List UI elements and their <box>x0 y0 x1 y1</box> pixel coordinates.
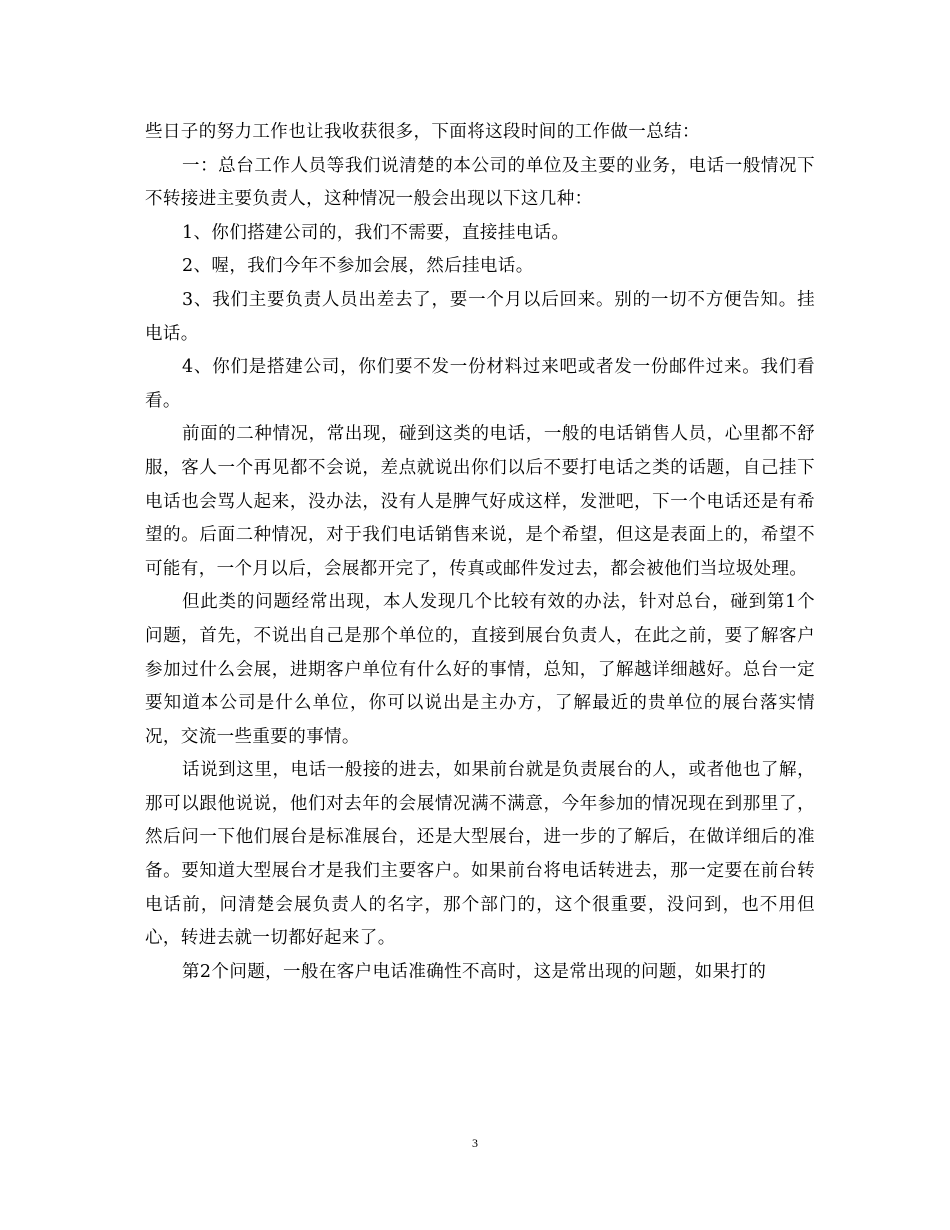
paragraph-case-2: 2、喔，我们今年不参加会展，然后挂电话。 <box>182 256 534 277</box>
paragraph-case-3: 3、我们主要负责人员出差去了，要一个月以后回来。别的一切不方便告知。挂电话。 <box>145 289 815 344</box>
paragraph-case-4: 4、你们是搭建公司，你们要不发一份材料过来吧或者发一份邮件过来。我们看看。 <box>145 357 815 411</box>
paragraph-section-one: 一：总台工作人员等我们说清楚的本公司的单位及主要的业务，电话一般情况下不转接进主要负责人，这种情况一般会出现以下这几种： <box>145 155 815 210</box>
paragraph-followup: 话说到这里，电话一般接的进去，如果前台就是负责展台的人，或者他也了解，那可以跟他说说，他们对去年的会展情况满不满意，今年参加的情况现在到那里了，然后问一下他们展台是标准展台，还是大型展台，进一步的了解后，在做详细后的准备。要知道大型展台才是我们主要客户。如果前台将电话转进去，那一定要在前台转电话前，问清楚会展负责人的名字，那个部门的，这个很重要，没问到，也不用但心，转进去就一切都好起来了。 <box>145 760 815 949</box>
page-number: 3 <box>472 1136 478 1150</box>
paragraph-case-1: 1、你们搭建公司的，我们不需要，直接挂电话。 <box>182 222 570 243</box>
paragraph-analysis: 前面的二种情况，常出现，碰到这类的电话，一般的电话销售人员，心里都不舒服，客人一个再见都不会说，差点就说出你们以后不要打电话之类的话题，自己挂下电话也会骂人起来，没办法，没有人是脾气好成这样，发泄吧，下一个电话还是有希望的。后面二种情况，对于我们电话销售来说，是个希望，但这是表面上的，希望不可能有，一个月以后，会展都开完了，传真或邮件发过去，都会被他们当垃圾处理。 <box>145 424 815 579</box>
document-body <box>145 116 815 989</box>
paragraph-continuation: 些日子的努力工作也让我收获很多，下面将这段时间的工作做一总结： <box>145 122 700 142</box>
paragraph-solution: 但此类的问题经常出现，本人发现几个比较有效的办法，针对总台，碰到第1个问题，首先，不说出自己是那个单位的，直接到展台负责人，在此之前，要了解客户参加过什么会展，进期客户单位有什么好的事情，总知，了解越详细越好。总台一定要知道本公司是什么单位，你可以说出是主办方，了解最近的贵单位的展台落实情况，交流一些重要的事情。 <box>145 592 815 747</box>
paragraph-problem-2: 第2个问题，一般在客户电话准确性不高时，这是常出现的问题，如果打的 <box>182 961 767 982</box>
